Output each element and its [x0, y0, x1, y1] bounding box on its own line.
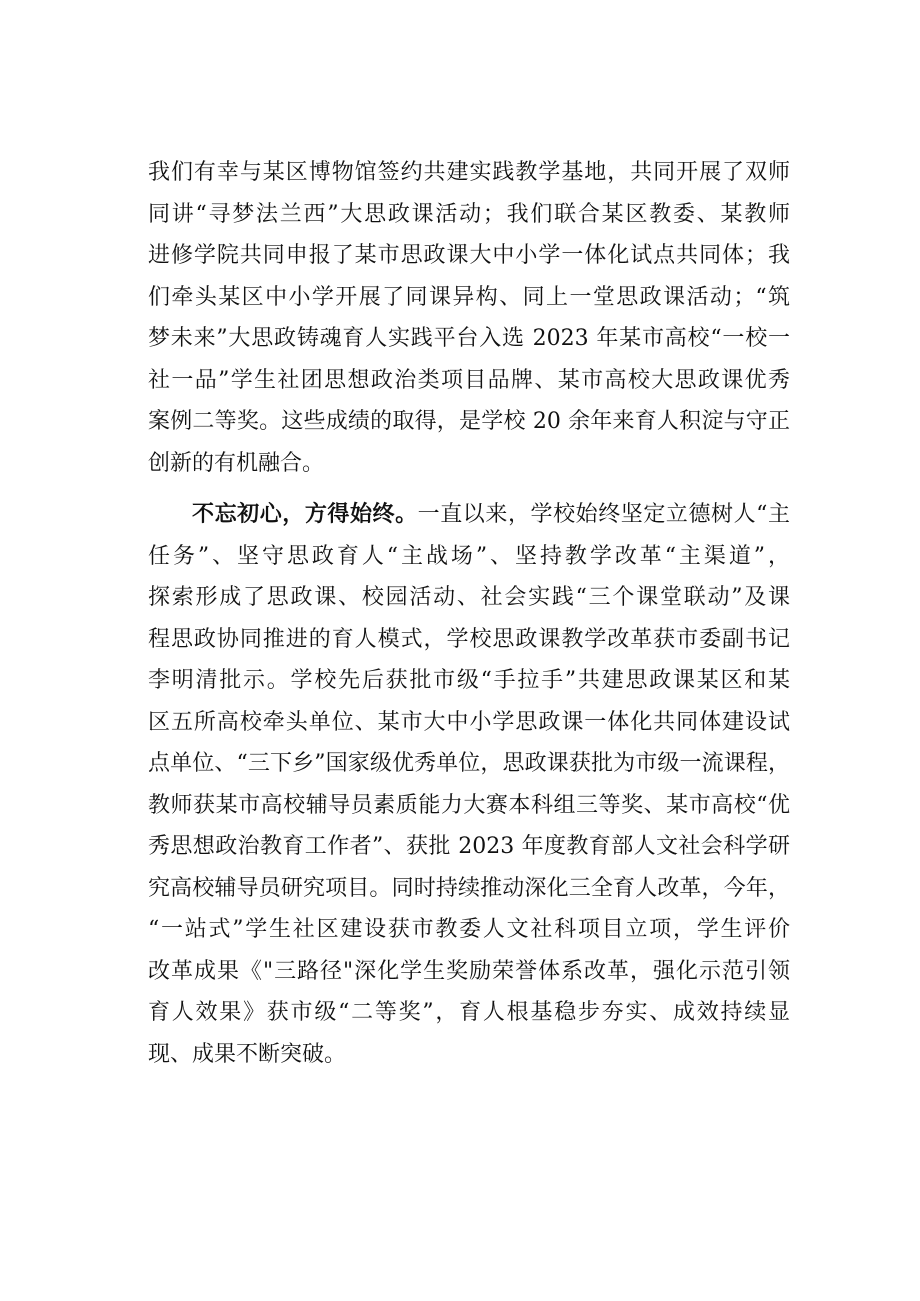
- text-line: 同讲“寻梦法兰西”大思政课活动；我们联合某区教委、某教师: [148, 201, 790, 227]
- text-line: 梦未来”大思政铸魂育人实践平台入选 2023 年某市高校“一校一: [148, 326, 790, 351]
- text-line: 秀思想政治教育工作者”、获批 2023 年度教育部人文社会科学研: [148, 834, 790, 859]
- paragraph-first-line: [148, 494, 790, 536]
- text-line: 任务”、坚守思政育人“主战场”、坚持教学改革“主渠道”，: [148, 543, 790, 569]
- paragraph-2: [148, 494, 790, 1075]
- paragraph-gap: [148, 484, 790, 494]
- text-line: 现、成果不断突破。: [148, 1041, 347, 1067]
- text-line: 李明清批示。学校先后获批市级“手拉手”共建思政课某区和某: [148, 668, 790, 693]
- text-line: 进修学院共同申报了某市思政课大中小学一体化试点共同体；我: [148, 243, 790, 268]
- text-line: 教师获某市高校辅导员素质能力大赛本科组三等奖、某市高校“优: [148, 792, 790, 818]
- text-line: 探索形成了思政课、校园活动、社会实践“三个课堂联动”及课: [148, 585, 790, 610]
- text-line: 我们有幸与某区博物馆签约共建实践教学基地，共同开展了双师: [148, 160, 790, 185]
- text-line: 区五所高校牵头单位、某市大中小学思政课一体化共同体建设试: [148, 709, 790, 735]
- text-line: 创新的有机融合。: [148, 450, 325, 476]
- paragraph-lead-heading: 不忘初心，方得始终。: [192, 501, 418, 527]
- text-line: 们牵头某区中小学开展了同课异构、同上一堂思政课活动；“筑: [148, 284, 790, 310]
- paragraph-1: [148, 152, 790, 484]
- text-line: 案例二等奖。这些成绩的取得，是学校 20 余年来育人积淀与守正: [148, 409, 790, 434]
- text-line: 程思政协同推进的育人模式，学校思政课教学改革获市委副书记: [148, 626, 790, 652]
- document-body: [148, 152, 790, 1075]
- text-line: 社一品”学生社团思想政治类项目品牌、某市高校大思政课优秀: [148, 367, 790, 393]
- text-line: 究高校辅导员研究项目。同时持续推动深化三全育人改革，今年，: [148, 875, 790, 901]
- text-line: 点单位、“三下乡”国家级优秀单位，思政课获批为市级一流课程，: [148, 751, 790, 776]
- text-run: 一直以来，学校始终坚定立德树人“主: [417, 502, 790, 527]
- text-line: 育人效果》获市级“二等奖”，育人根基稳步夯实、成效持续显: [148, 1000, 790, 1025]
- text-line: 改革成果《"三路径"深化学生奖励荣誉体系改革，强化示范引领: [148, 958, 790, 984]
- text-line: “一站式”学生社区建设获市教委人文社科项目立项，学生评价: [148, 917, 790, 942]
